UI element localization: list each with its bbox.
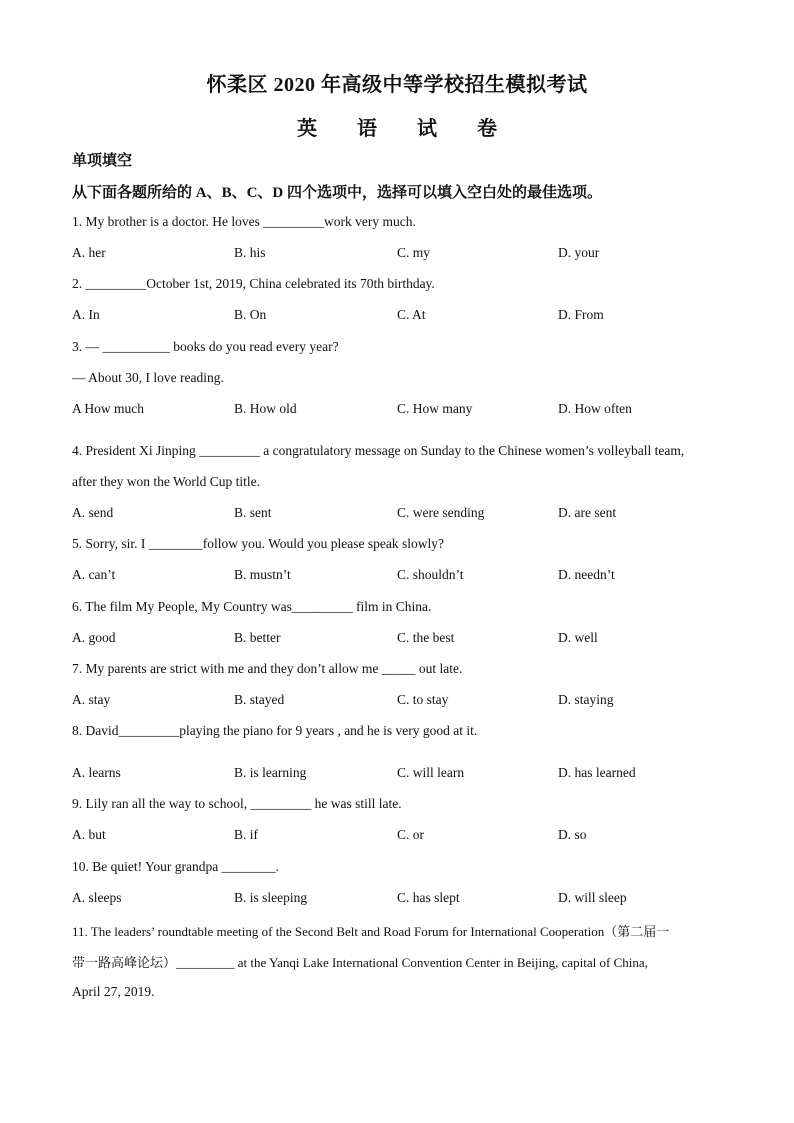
question-1-option-d: D. your (558, 245, 600, 260)
question-5-option-a: A. can’t (72, 567, 116, 582)
exam-title: 怀柔区 2020 年高级中等学校招生模拟考试 (206, 74, 588, 96)
question-1-option-c: C. my (397, 245, 431, 260)
question-8-option-b: B. is learning (234, 765, 307, 780)
question-2-option-c: C. At (397, 307, 426, 322)
question-6-option-a: A. good (72, 630, 116, 645)
question-8-option-c: C. will learn (397, 765, 465, 780)
question-10-option-d: D. will sleep (558, 890, 627, 905)
section-instruction: 从下面各题所给的 A、B、C、D 四个选项中，选择可以填入空白处的最佳选项。 (72, 185, 603, 201)
question-4-option-d: D. are sent (558, 505, 617, 520)
question-9-text: 9. Lily ran all the way to school, _________ he was still late. (72, 796, 402, 811)
question-9-option-c: C. or (397, 827, 424, 842)
question-5-option-c: C. shouldn’t (397, 567, 464, 582)
question-7-option-c: C. to stay (397, 692, 449, 707)
question-2-option-b: B. On (234, 307, 267, 322)
question-5-option-d: D. needn’t (558, 567, 615, 582)
question-6-option-b: B. better (234, 630, 281, 645)
question-8-option-a: A. learns (72, 765, 121, 780)
question-9-option-d: D. so (558, 827, 587, 842)
question-1-option-a: A. her (72, 245, 106, 260)
question-3-text-line-2: — About 30, I love reading. (72, 370, 224, 385)
question-7-text: 7. My parents are strict with me and they don’t allow me _____ out late. (72, 661, 463, 676)
question-2-option-a: A. In (72, 307, 100, 322)
question-6-text: 6. The film My People, My Country was_________ film in China. (72, 599, 432, 614)
exam-subtitle: 英语试卷 (297, 118, 537, 140)
question-3-option-c: C. How many (397, 401, 473, 416)
question-3-text: 3. — __________ books do you read every year? (72, 339, 339, 354)
question-4-text-line-2: after they won the World Cup title. (72, 474, 260, 489)
question-4-option-a: A. send (72, 505, 114, 520)
question-7-option-d: D. staying (558, 692, 614, 707)
question-8-option-d: D. has learned (558, 765, 636, 780)
question-3-option-d: D. How often (558, 401, 632, 416)
question-2-text: 2. _________October 1st, 2019, China celebrated its 70th birthday. (72, 276, 435, 291)
question-10-option-b: B. is sleeping (234, 890, 308, 905)
section-heading: 单项填空 (72, 153, 133, 169)
question-10-text: 10. Be quiet! Your grandpa ________. (72, 859, 279, 874)
question-11-text: 11. The leaders’ roundtable meeting of the Second Belt and Road Forum for International Cooperation（第二届一 (72, 924, 670, 939)
question-9-option-a: A. but (72, 827, 106, 842)
question-6-option-c: C. the best (397, 630, 455, 645)
question-2-option-d: D. From (558, 307, 604, 322)
question-7-option-a: A. stay (72, 692, 111, 707)
question-4-option-c: C. were sending (397, 505, 485, 520)
question-1-option-b: B. his (234, 245, 266, 260)
question-5-option-b: B. mustn’t (234, 567, 291, 582)
question-1-text: 1. My brother is a doctor. He loves _________work very much. (72, 214, 416, 229)
question-10-option-a: A. sleeps (72, 890, 122, 905)
question-4-text: 4. President Xi Jinping _________ a congratulatory message on Sunday to the Chinese women’s volleyball team, (72, 443, 685, 458)
question-11-text-line-2: 带一路高峰论坛）_________ at the Yanqi Lake International Convention Center in Beijing, capital of China, (72, 955, 648, 970)
question-3-option-b: B. How old (234, 401, 297, 416)
question-9-option-b: B. if (234, 827, 259, 842)
question-5-text: 5. Sorry, sir. I ________follow you. Would you please speak slowly? (72, 536, 445, 551)
question-8-text: 8. David_________playing the piano for 9 years , and he is very good at it. (72, 723, 478, 738)
question-7-option-b: B. stayed (234, 692, 285, 707)
question-6-option-d: D. well (558, 630, 598, 645)
question-3-option-a: A How much (72, 401, 144, 416)
question-4-option-b: B. sent (234, 505, 272, 520)
question-10-option-c: C. has slept (397, 890, 460, 905)
question-11-text-line-3: April 27, 2019. (72, 984, 155, 999)
